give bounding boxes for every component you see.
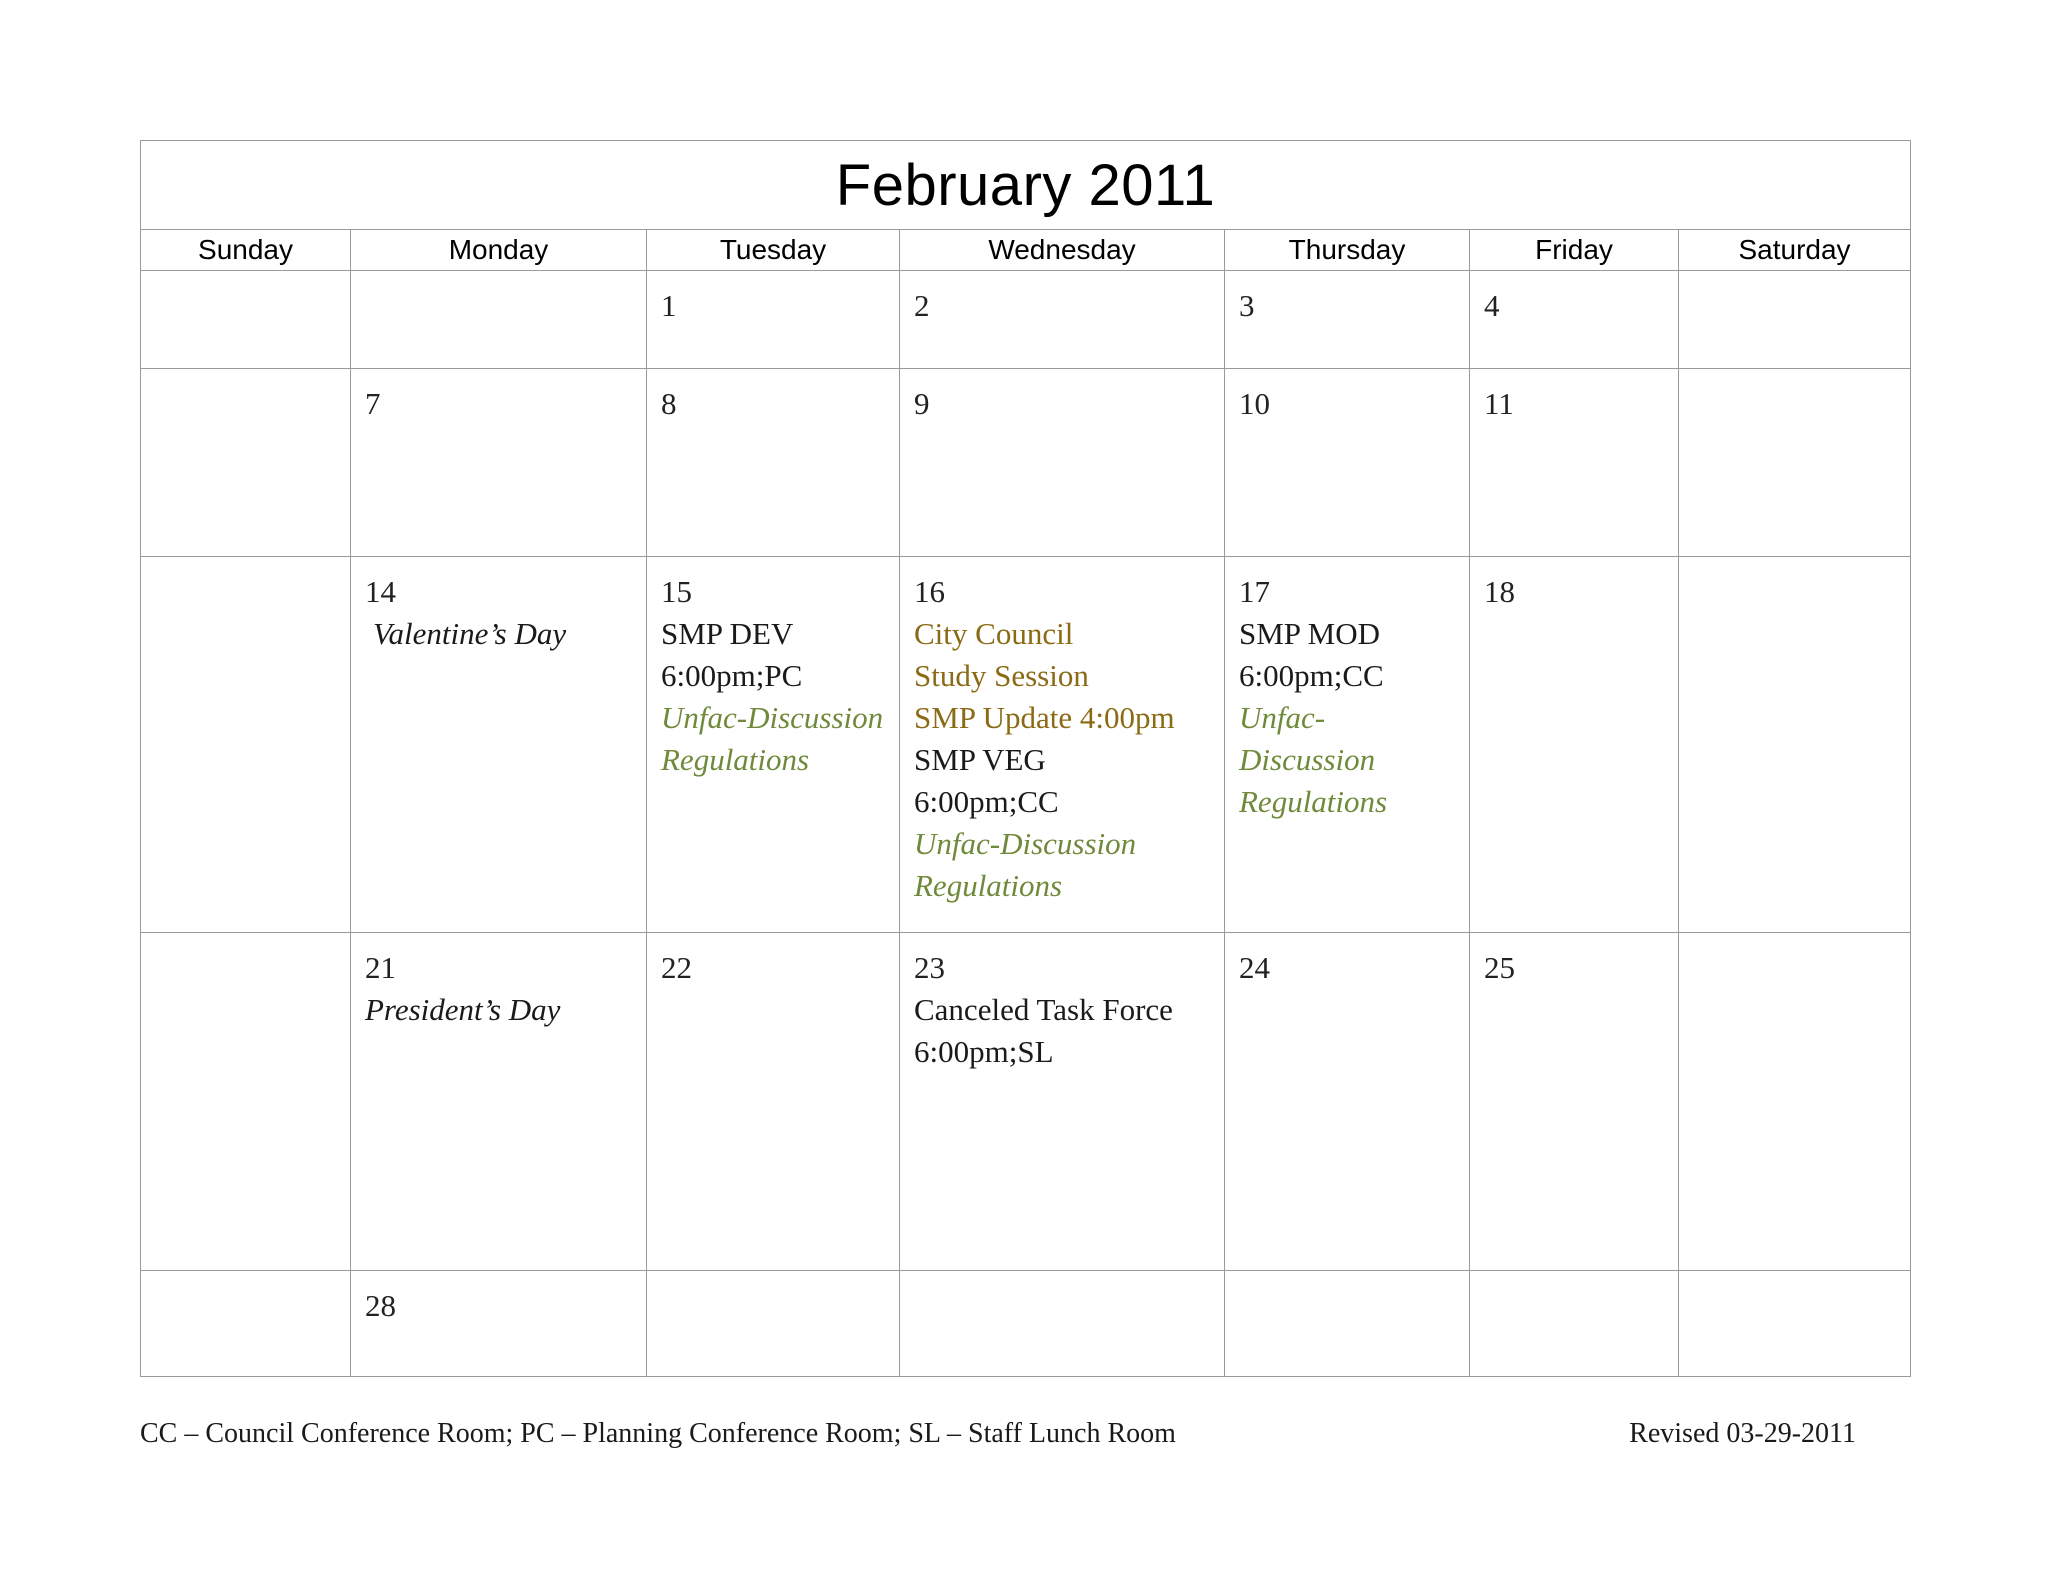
title-row bbox=[141, 141, 1911, 230]
day-cell-empty[interactable] bbox=[1679, 369, 1911, 557]
day-cell-17[interactable] bbox=[1225, 557, 1470, 933]
weekday-tuesday: Tuesday bbox=[647, 230, 900, 271]
calendar-table bbox=[140, 140, 1911, 1377]
day-cell-content bbox=[1679, 557, 1910, 571]
day-cell-empty[interactable] bbox=[141, 557, 351, 933]
day-cell-28[interactable] bbox=[351, 1271, 647, 1377]
day-number: 16 bbox=[914, 574, 945, 609]
day-cell-7[interactable] bbox=[351, 369, 647, 557]
event-line: Valentine’s Day bbox=[373, 616, 567, 651]
day-cell-content bbox=[647, 1271, 899, 1285]
event-line: SMP DEV bbox=[661, 616, 794, 651]
day-cell-content bbox=[1225, 1271, 1469, 1285]
day-cell-content bbox=[647, 933, 899, 989]
day-cell-content bbox=[1225, 271, 1469, 327]
day-number: 28 bbox=[365, 1288, 396, 1323]
revision-date: Revised 03-29-2011 bbox=[1629, 1418, 1856, 1449]
day-cell-22[interactable] bbox=[647, 933, 900, 1271]
weekday-header-row bbox=[141, 230, 1911, 271]
day-cell-content bbox=[141, 1271, 350, 1285]
event-line: Regulations bbox=[661, 742, 810, 777]
day-number: 24 bbox=[1239, 950, 1270, 985]
day-cell-21[interactable] bbox=[351, 933, 647, 1271]
day-cell-content bbox=[1470, 369, 1678, 425]
week-row bbox=[141, 369, 1911, 557]
day-cell-content bbox=[351, 933, 646, 1031]
day-cell-23[interactable] bbox=[900, 933, 1225, 1271]
day-cell-content bbox=[647, 271, 899, 327]
week-row bbox=[141, 557, 1911, 933]
event-line: Study Session bbox=[914, 658, 1089, 693]
day-cell-content bbox=[1225, 557, 1469, 823]
day-number: 25 bbox=[1484, 950, 1515, 985]
day-cell-content bbox=[141, 369, 350, 383]
weekday-thursday: Thursday bbox=[1225, 230, 1470, 271]
day-cell-18[interactable] bbox=[1470, 557, 1679, 933]
day-number: 9 bbox=[914, 386, 930, 421]
day-cell-empty[interactable] bbox=[1225, 1271, 1470, 1377]
day-cell-2[interactable] bbox=[900, 271, 1225, 369]
day-cell-content bbox=[1470, 557, 1678, 613]
day-cell-empty[interactable] bbox=[1679, 933, 1911, 1271]
week-row bbox=[141, 271, 1911, 369]
event-line: Canceled Task Force bbox=[914, 992, 1173, 1027]
day-cell-8[interactable] bbox=[647, 369, 900, 557]
day-cell-content bbox=[351, 557, 646, 655]
day-number: 10 bbox=[1239, 386, 1270, 421]
day-cell-11[interactable] bbox=[1470, 369, 1679, 557]
day-number: 18 bbox=[1484, 574, 1515, 609]
day-cell-content bbox=[900, 271, 1224, 327]
day-number: 14 bbox=[365, 574, 396, 609]
day-cell-3[interactable] bbox=[1225, 271, 1470, 369]
day-cell-14[interactable] bbox=[351, 557, 647, 933]
day-cell-content bbox=[1470, 1271, 1678, 1285]
day-cell-content bbox=[141, 933, 350, 947]
day-number: 17 bbox=[1239, 574, 1270, 609]
day-cell-9[interactable] bbox=[900, 369, 1225, 557]
day-cell-content bbox=[647, 557, 899, 781]
day-cell-content bbox=[900, 1271, 1224, 1285]
day-cell-content bbox=[900, 369, 1224, 425]
day-cell-empty[interactable] bbox=[1679, 557, 1911, 933]
day-number: 1 bbox=[661, 288, 677, 323]
day-number: 22 bbox=[661, 950, 692, 985]
day-cell-16[interactable] bbox=[900, 557, 1225, 933]
event-line: Unfac-Discussion bbox=[914, 826, 1137, 861]
day-cell-content bbox=[1225, 933, 1469, 989]
week-row bbox=[141, 933, 1911, 1271]
week-row bbox=[141, 1271, 1911, 1377]
day-cell-content bbox=[1679, 1271, 1910, 1285]
weekday-saturday: Saturday bbox=[1679, 230, 1911, 271]
calendar-title: February 2011 bbox=[141, 141, 1911, 230]
day-cell-empty[interactable] bbox=[141, 1271, 351, 1377]
day-cell-content bbox=[351, 271, 646, 285]
event-line: 6:00pm;CC bbox=[1239, 658, 1384, 693]
day-cell-content bbox=[141, 271, 350, 285]
day-cell-10[interactable] bbox=[1225, 369, 1470, 557]
day-cell-content bbox=[900, 933, 1224, 1073]
calendar-body bbox=[141, 271, 1911, 1377]
day-cell-empty[interactable] bbox=[351, 271, 647, 369]
day-cell-content bbox=[141, 557, 350, 571]
event-line: 6:00pm;CC bbox=[914, 784, 1059, 819]
day-cell-content bbox=[900, 557, 1224, 907]
day-number: 21 bbox=[365, 950, 396, 985]
day-number: 2 bbox=[914, 288, 930, 323]
event-line: SMP MOD bbox=[1239, 616, 1380, 651]
day-number: 11 bbox=[1484, 386, 1514, 421]
day-cell-content bbox=[1679, 933, 1910, 947]
day-number: 23 bbox=[914, 950, 945, 985]
event-line: 6:00pm;PC bbox=[661, 658, 803, 693]
day-cell-24[interactable] bbox=[1225, 933, 1470, 1271]
day-cell-empty[interactable] bbox=[1470, 1271, 1679, 1377]
event-line: Unfac-Discussion bbox=[1239, 700, 1376, 777]
day-cell-content bbox=[1225, 369, 1469, 425]
day-cell-empty[interactable] bbox=[1679, 1271, 1911, 1377]
event-line: Regulations bbox=[1239, 784, 1388, 819]
day-cell-content bbox=[1470, 933, 1678, 989]
day-cell-content bbox=[351, 369, 646, 425]
weekday-wednesday: Wednesday bbox=[900, 230, 1225, 271]
event-line: SMP VEG bbox=[914, 742, 1046, 777]
day-cell-empty[interactable] bbox=[1679, 271, 1911, 369]
event-line: Unfac-Discussion bbox=[661, 700, 884, 735]
weekday-sunday: Sunday bbox=[141, 230, 351, 271]
event-line: 6:00pm;SL bbox=[914, 1034, 1054, 1069]
event-line: President’s Day bbox=[365, 992, 561, 1027]
event-line: City Council bbox=[914, 616, 1074, 651]
weekday-friday: Friday bbox=[1470, 230, 1679, 271]
day-cell-content bbox=[351, 1271, 646, 1327]
day-number: 8 bbox=[661, 386, 677, 421]
day-number: 3 bbox=[1239, 288, 1255, 323]
day-cell-25[interactable] bbox=[1470, 933, 1679, 1271]
day-cell-1[interactable] bbox=[647, 271, 900, 369]
event-line: SMP Update 4:00pm bbox=[914, 700, 1175, 735]
day-cell-content bbox=[647, 369, 899, 425]
day-cell-empty[interactable] bbox=[141, 271, 351, 369]
day-cell-empty[interactable] bbox=[900, 1271, 1225, 1377]
day-cell-empty[interactable] bbox=[141, 369, 351, 557]
day-number: 7 bbox=[365, 386, 381, 421]
day-cell-empty[interactable] bbox=[141, 933, 351, 1271]
day-cell-content bbox=[1470, 271, 1678, 327]
day-number: 15 bbox=[661, 574, 692, 609]
day-cell-empty[interactable] bbox=[647, 1271, 900, 1377]
day-cell-content bbox=[1679, 271, 1910, 285]
weekday-monday: Monday bbox=[351, 230, 647, 271]
day-number: 4 bbox=[1484, 288, 1500, 323]
event-line: Regulations bbox=[914, 868, 1063, 903]
day-cell-15[interactable] bbox=[647, 557, 900, 933]
day-cell-4[interactable] bbox=[1470, 271, 1679, 369]
room-legend: CC – Council Conference Room; PC – Planning Conference Room; SL – Staff Lunch Room bbox=[140, 1418, 1176, 1449]
day-cell-content bbox=[1679, 369, 1910, 383]
